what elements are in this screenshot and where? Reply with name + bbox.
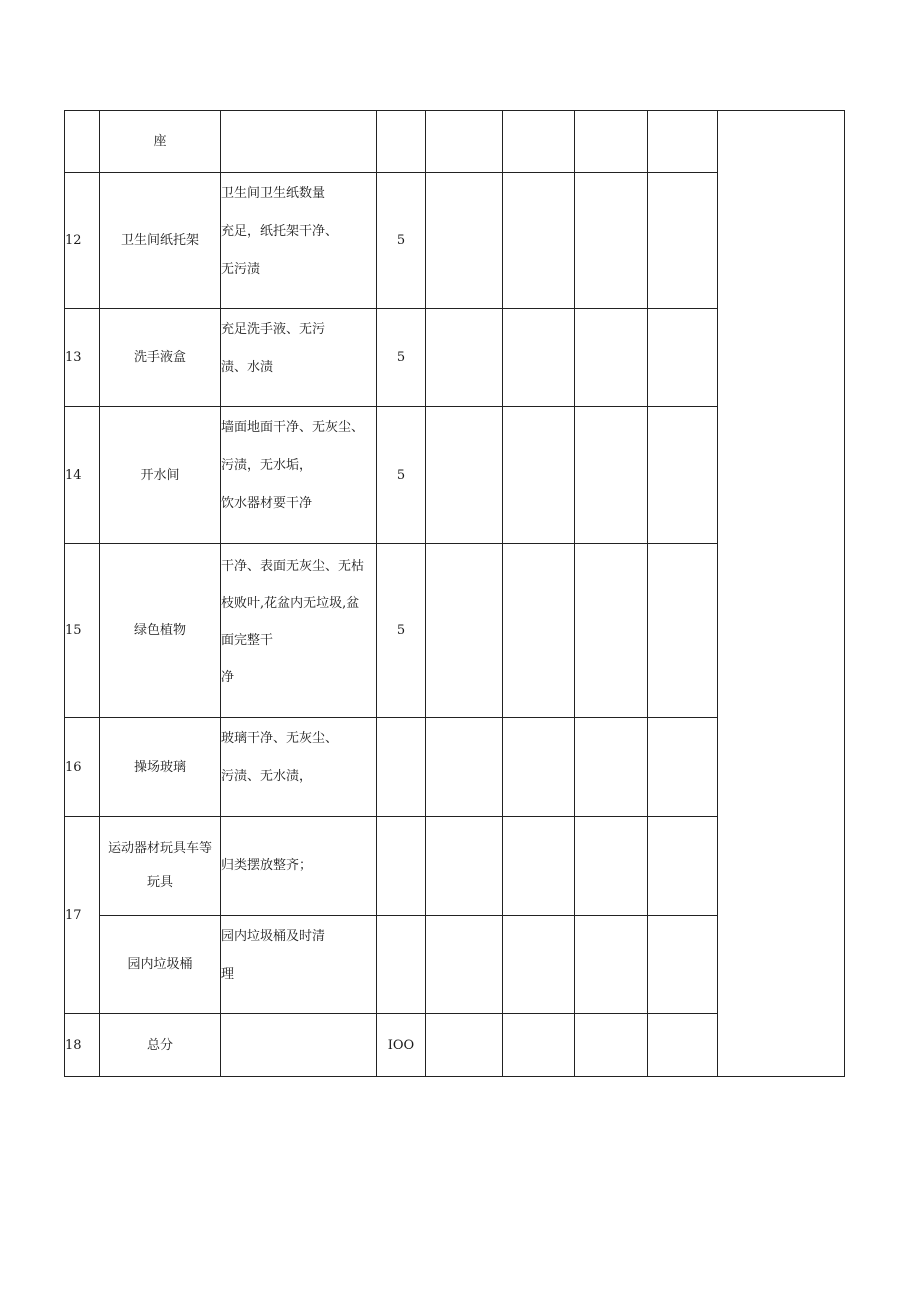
blank-cell: [426, 1014, 503, 1077]
standard-line: 无污渍: [221, 261, 261, 277]
blank-cell: [648, 817, 718, 916]
standard-line: 污渍，无水垢，: [221, 458, 313, 473]
blank-cell: [575, 173, 648, 309]
standard-line: 园内垃圾桶及时清: [221, 928, 326, 944]
standard-cell: [221, 718, 377, 817]
item-name: [100, 817, 221, 916]
blank-cell: [503, 817, 575, 916]
standard-line: 充足，纸托架干净、: [221, 223, 339, 239]
standard-line: 墙面地面干净、无灰尘、: [221, 420, 365, 435]
standard-cell: [221, 173, 377, 309]
standard-cell: [221, 544, 377, 718]
score-cell: 5: [377, 309, 426, 407]
blank-cell: [503, 111, 575, 173]
score-cell: 5: [377, 173, 426, 309]
item-name: 总分: [100, 1014, 221, 1077]
item-name: 绿色植物: [100, 544, 221, 718]
blank-cell: [426, 111, 503, 173]
blank-cell: [575, 1014, 648, 1077]
score-cell: [377, 718, 426, 817]
standard-line: 面完整干: [221, 632, 274, 648]
standard-cell: [221, 817, 377, 916]
standard-line: 枝败叶,花盆内无垃圾,盆: [221, 595, 360, 611]
blank-cell: [575, 718, 648, 817]
blank-cell: [503, 309, 575, 407]
blank-cell: [426, 718, 503, 817]
row-number: 14: [65, 407, 100, 544]
standard-line: 玻璃干净、无灰尘、: [221, 731, 339, 746]
standard-line: 渍、水渍: [221, 359, 274, 375]
blank-cell: [575, 916, 648, 1014]
row-number: [65, 111, 100, 173]
score-cell: 5: [377, 407, 426, 544]
blank-cell: [648, 407, 718, 544]
table-row: [65, 111, 845, 173]
standard-line: 饮水器材要干净: [221, 496, 313, 511]
blank-cell: [426, 544, 503, 718]
standard-line: 充足洗手液、无污: [221, 321, 326, 337]
blank-cell: [575, 817, 648, 916]
blank-cell: [503, 173, 575, 309]
blank-cell: [648, 309, 718, 407]
item-name-line: 运动器材玩具车等: [107, 841, 212, 856]
row-number: 13: [65, 309, 100, 407]
row-number: 12: [65, 173, 100, 309]
row-number: 16: [65, 718, 100, 817]
inspection-table: [64, 110, 845, 1077]
score-cell: [377, 817, 426, 916]
standard-cell: [221, 916, 377, 1014]
score-cell: IOO: [377, 1014, 426, 1077]
item-name: 座: [100, 111, 221, 173]
blank-cell: [648, 916, 718, 1014]
blank-cell: [648, 111, 718, 173]
blank-cell: [503, 916, 575, 1014]
standard-line: 理: [221, 966, 235, 982]
row-number: 18: [65, 1014, 100, 1077]
item-name: 洗手液盒: [100, 309, 221, 407]
blank-cell: [426, 309, 503, 407]
blank-cell: [648, 544, 718, 718]
standard-line: 归类摆放整齐；: [221, 858, 313, 873]
blank-cell: [426, 916, 503, 1014]
remarks-cell: [718, 111, 845, 1077]
score-cell: [377, 111, 426, 173]
standard-line: 净: [221, 669, 235, 685]
blank-cell: [575, 309, 648, 407]
blank-cell: [503, 1014, 575, 1077]
item-name: 园内垃圾桶: [100, 916, 221, 1014]
row-number: 15: [65, 544, 100, 718]
blank-cell: [503, 718, 575, 817]
blank-cell: [503, 544, 575, 718]
standard-cell: [221, 309, 377, 407]
standard-cell: [221, 111, 377, 173]
standard-line: 干净、表面无灰尘、无枯: [221, 558, 365, 574]
item-name: 开水间: [100, 407, 221, 544]
blank-cell: [426, 407, 503, 544]
standard-cell: [221, 407, 377, 544]
blank-cell: [575, 111, 648, 173]
blank-cell: [575, 407, 648, 544]
score-cell: [377, 916, 426, 1014]
blank-cell: [648, 718, 718, 817]
item-name-line: 玩具: [146, 875, 173, 890]
standard-line: 污渍、无水渍，: [221, 769, 313, 784]
standard-line: 卫生间卫生纸数量: [221, 185, 326, 201]
standard-cell: [221, 1014, 377, 1077]
blank-cell: [426, 817, 503, 916]
blank-cell: [426, 173, 503, 309]
blank-cell: [648, 173, 718, 309]
score-cell: 5: [377, 544, 426, 718]
row-number: 17: [65, 817, 100, 1014]
blank-cell: [648, 1014, 718, 1077]
blank-cell: [503, 407, 575, 544]
item-name: 操场玻璃: [100, 718, 221, 817]
blank-cell: [575, 544, 648, 718]
item-name: 卫生间纸托架: [100, 173, 221, 309]
